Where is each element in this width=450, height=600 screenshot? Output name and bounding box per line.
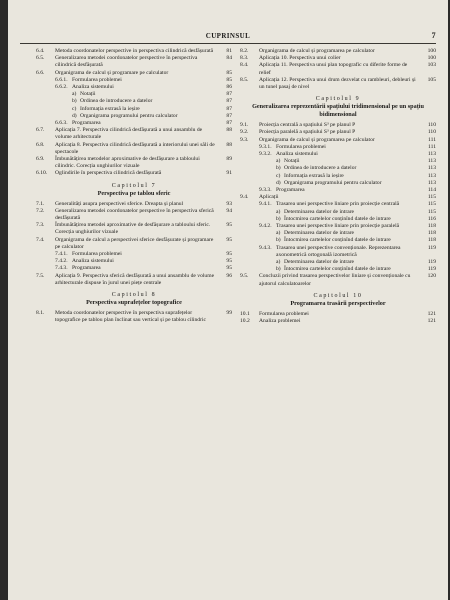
entry-title: Trasarea unei perspective liniare prin proiecție centrală (276, 201, 400, 208)
entry-number: c) (72, 105, 77, 112)
entry-number: 7.5. (36, 272, 45, 279)
entry-page: 99 (226, 310, 232, 317)
chapter-heading (240, 292, 436, 308)
chapter-title: Programarea trasării perspectivelor (290, 299, 386, 307)
entry-number: 7.4.1. (55, 251, 68, 258)
toc-entry (36, 91, 232, 98)
toc-entry (36, 237, 232, 251)
entry-title: Informația extrasă la ieșire (284, 172, 344, 179)
chapter-label: Capitolul 10 (313, 292, 363, 299)
entry-title: Notații (80, 91, 96, 98)
toc-entry (240, 245, 436, 259)
entry-number: 9.5. (240, 273, 249, 280)
entry-number: b) (72, 98, 77, 105)
entry-page: 105 (427, 76, 436, 83)
entry-title: Generalizarea metodei coordonatelor perspective în perspectiva cilindrică desfășurată (55, 55, 198, 69)
entry-number: a) (72, 91, 77, 98)
entry-number: 7.4.3. (55, 265, 68, 272)
entry-title: Întocmirea cartelelor conținînd datele de intrare (284, 215, 391, 222)
entry-title: Organigrama programului pentru calculator (80, 112, 178, 119)
entry-page: 111 (428, 136, 436, 143)
entry-number: 7.4.2. (55, 258, 68, 265)
entry-title: Ordinea de introducere a datelor (284, 165, 357, 172)
entry-title: Aplicația 7. Perspectiva cilindrică desfășurată a unui ansamblu de volume arhitecturale (55, 127, 203, 141)
chapter-title: Perspectiva suprafețelor topografice (86, 299, 182, 307)
entry-title: Aplicația 8. Perspectiva cilindrică desfășurată a interiorului unei săli de spectacole (55, 141, 215, 155)
entry-page: 110 (427, 129, 436, 136)
entry-number: 10.1 (240, 310, 250, 317)
entry-page: 113 (427, 179, 436, 186)
entry-page: 116 (427, 215, 436, 222)
toc-entry (36, 113, 232, 120)
entry-number: 7.4. (36, 236, 45, 243)
header-title: CUPRINSUL (205, 32, 251, 40)
entry-number: 6.6.1. (55, 76, 68, 83)
toc-entry (36, 273, 232, 287)
toc-entry (240, 209, 436, 216)
entry-number: 9.1. (240, 122, 249, 129)
entry-page: 95 (226, 258, 232, 265)
entry-title: Programarea (276, 187, 305, 194)
entry-page: 110 (427, 122, 436, 129)
entry-title: Organigrama de calcul și programarea pe calculator (259, 136, 375, 143)
entry-page: 113 (427, 151, 436, 158)
chapter-title: Generalizarea reprezentării spațiului tridimensional pe un spațiu bidimensional (252, 103, 424, 119)
toc-entry (36, 77, 232, 84)
toc-entry (36, 265, 232, 272)
entry-page: 100 (427, 48, 436, 54)
entry-number: 8.2. (240, 48, 249, 54)
entry-page: 96 (226, 272, 232, 279)
entry-page: 118 (427, 223, 436, 230)
entry-title: Aplicația 12. Perspectiva unui drum dezvelat cu rambleuri, debleuri și un tunel pasaj de nivel (259, 76, 416, 91)
entry-page: 91 (226, 170, 232, 177)
toc-entry (240, 173, 436, 180)
entry-title: Întocmirea cartelelor conținînd datele de intrare (284, 266, 391, 273)
entry-title: Determinarea datelor de intrare (284, 259, 355, 266)
toc-entry (240, 311, 436, 318)
entry-page: 103 (427, 62, 436, 69)
chapter-heading (36, 291, 232, 307)
entry-title: Formularea problemei (72, 251, 122, 258)
entry-title: Proiecția centrală a spațiului S³ pe planul P (259, 122, 356, 129)
entry-page: 87 (226, 98, 232, 105)
toc-entry (36, 70, 232, 77)
entry-title: Trasarea unei perspective convenționale. Reprezentarea axonometrică ortogonală izometrică (276, 244, 401, 258)
toc-entry (36, 201, 232, 208)
toc-entry (36, 170, 232, 177)
entry-page: 81 (226, 48, 232, 54)
toc-entry (240, 151, 436, 158)
entry-page: 85 (226, 69, 232, 76)
entry-title: Analiza problemei (259, 318, 301, 325)
entry-number: 8.4. (240, 62, 249, 69)
toc-entry (36, 222, 232, 236)
chapter-heading (240, 95, 436, 119)
toc-entry (36, 98, 232, 105)
entry-number: 8.5. (240, 76, 249, 83)
entry-page: 118 (427, 230, 436, 237)
toc-entry (240, 266, 436, 273)
entry-page: 88 (226, 127, 232, 134)
entry-title: Organigrama de calcul a perspectivei sferice desfășurate și programare pe calculator (55, 236, 214, 250)
entry-page: 114 (427, 187, 436, 194)
entry-number: 6.6.3. (55, 120, 68, 127)
entry-page: 113 (427, 172, 436, 179)
entry-title: Notații (284, 158, 300, 165)
entry-number: 9.4.1. (259, 201, 272, 208)
entry-title: Aplicația 11. Perspectiva unui plan topografic cu diferite forme de relief (259, 62, 408, 76)
entry-page: 95 (226, 236, 232, 243)
entry-page: 89 (226, 156, 232, 163)
entry-title: Organigrama programului pentru calculator (284, 179, 382, 186)
entry-page: 111 (428, 143, 436, 150)
entry-number: 9.2. (240, 129, 249, 136)
entry-page: 94 (226, 207, 232, 214)
toc-entry (240, 158, 436, 165)
entry-number: 9.4. (240, 194, 249, 201)
toc-entry (36, 127, 232, 141)
entry-page: 84 (226, 55, 232, 62)
book-page (8, 0, 448, 600)
entry-page: 119 (427, 266, 436, 273)
entry-number: a) (276, 230, 281, 237)
entry-page: 121 (427, 318, 436, 325)
entry-title: Generalități asupra perspectivei sferice. Dreapta și planul (55, 200, 184, 207)
toc-entry (240, 273, 436, 287)
entry-number: 7.1. (36, 200, 45, 207)
toc-entry (240, 180, 436, 187)
toc-entry (240, 216, 436, 223)
entry-number: 9.4.2. (259, 223, 272, 230)
page-number: 7 (431, 31, 436, 40)
entry-number: 6.7. (36, 127, 45, 134)
entry-title: Aplicația 10. Perspectiva unui colier (259, 55, 341, 62)
entry-number: b) (276, 266, 281, 273)
entry-title: Organigrama de calcul și programare pe calculator (55, 69, 169, 76)
entry-title: Oglindirile în perspectiva cilindrică desfășurată (55, 170, 162, 177)
entry-page: 85 (226, 76, 232, 83)
entry-title: Formularea problemei (276, 143, 326, 150)
entry-title: Întocmirea cartelelor conținînd datele de intrare (284, 237, 391, 244)
toc-entry (240, 129, 436, 136)
entry-page: 93 (226, 200, 232, 207)
running-header (20, 30, 436, 44)
entry-title: Organigrama de calcul și programarea pe calculator (259, 48, 375, 54)
toc-entry (240, 137, 436, 144)
entry-number: 6.6. (36, 69, 45, 76)
entry-page: 115 (427, 201, 436, 208)
toc-entry (36, 48, 232, 55)
entry-page: 120 (427, 273, 436, 280)
chapter-label: Capitolul 7 (111, 182, 157, 189)
entry-number: b) (276, 215, 281, 222)
entry-page: 119 (427, 259, 436, 266)
entry-title: Îmbunătățirea metodei aproximative de desfășurare a tabloului sferic. Corecția unghiurilor vizuale (55, 222, 211, 236)
entry-title: Generalizarea metodei coordonatelor perspective în perspectiva sferică desfășurată (55, 207, 214, 222)
entry-title: Proiecția paralelă a spațiului S³ pe planul P (259, 129, 356, 136)
entry-title: Metoda coordonatelor perspective in perspectiva cilindrică desfășurată (55, 48, 214, 54)
toc-entry (36, 106, 232, 113)
entry-number: 8.1. (36, 310, 45, 317)
entry-title: Formularea problemei (259, 310, 309, 317)
entry-number: 9.3.3. (259, 187, 272, 194)
entry-number: 10.2 (240, 318, 250, 325)
toc-entry (36, 208, 232, 222)
toc-entry (36, 310, 232, 324)
entry-title: Analiza sistemului (72, 258, 114, 265)
entry-number: a) (276, 259, 281, 266)
entry-page: 95 (226, 222, 232, 229)
entry-title: Formularea problemei (72, 76, 122, 83)
entry-page: 100 (427, 55, 436, 62)
entry-number: a) (276, 158, 281, 165)
entry-title: Analiza sistemului (276, 151, 318, 158)
entry-number: 9.3.1. (259, 143, 272, 150)
toc-entry (240, 201, 436, 208)
entry-number: 6.9. (36, 156, 45, 163)
entry-page: 113 (427, 158, 436, 165)
toc-entry (240, 77, 436, 91)
toc-entry (240, 144, 436, 151)
entry-page: 95 (226, 251, 232, 258)
chapter-label: Capitolul 9 (315, 96, 361, 103)
toc-entry (240, 122, 436, 129)
entry-number: 6.6.2. (55, 84, 68, 91)
entry-title: Analiza sistemului (72, 84, 114, 91)
toc-entry (240, 48, 436, 55)
entry-number: 6.10. (36, 170, 48, 177)
chapter-heading (36, 182, 232, 198)
toc-entry (240, 194, 436, 201)
toc-entry (240, 187, 436, 194)
entry-number: a) (276, 208, 281, 215)
entry-page: 86 (226, 84, 232, 91)
entry-number: 9.3. (240, 136, 249, 143)
entry-page: 115 (427, 194, 436, 201)
entry-number: 9.3.2. (259, 151, 272, 158)
entry-title: Aplicația 9. Perspectiva sferică desfășurată a unui ansamblu de volume arhitecturale dispuse în jurul unei piețe centrale (55, 272, 215, 286)
toc-entry (240, 237, 436, 244)
toc-entry (36, 142, 232, 156)
entry-page: 95 (226, 265, 232, 272)
entry-title: Îmbunătățirea metodelor aproximative de desfășurare a tabloului cilindric. Corecția unghiurilor vizuale (55, 156, 200, 170)
chapter-title: Perspectiva pe tablou sferic (97, 189, 171, 197)
toc-entry (240, 165, 436, 172)
entry-number: 7.2. (36, 207, 45, 214)
entry-title: Determinarea datelor de intrare (284, 230, 355, 237)
toc-entry (36, 55, 232, 69)
entry-number: 6.5. (36, 55, 45, 62)
entry-title: Informația extrasă la ieșire (80, 105, 140, 112)
entry-number: 6.8. (36, 141, 45, 148)
entry-page: 119 (427, 244, 436, 251)
entry-page: 88 (226, 141, 232, 148)
entry-number: 9.4.3. (259, 244, 272, 251)
entry-page: 121 (427, 310, 436, 317)
entry-page: 115 (427, 208, 436, 215)
entry-title: Programarea (72, 265, 101, 272)
toc-entry (240, 318, 436, 325)
entry-number: b) (276, 237, 281, 244)
chapter-label: Capitolul 8 (111, 292, 157, 299)
entry-title: Programarea (72, 120, 101, 127)
entry-number: d) (72, 112, 77, 119)
entry-page: 87 (226, 91, 232, 98)
entry-number: 8.3. (240, 55, 249, 62)
entry-page: 118 (427, 237, 436, 244)
entry-number: 7.3. (36, 222, 45, 229)
toc-left-column (36, 48, 232, 325)
toc-entry (240, 223, 436, 230)
entry-number: c) (276, 172, 281, 179)
toc-entry (240, 62, 436, 76)
entry-number: d) (276, 179, 281, 186)
entry-title: Trasarea unei perspective liniare prin proiecție paralelă (276, 223, 400, 230)
toc-entry (36, 156, 232, 170)
entry-number: b) (276, 165, 281, 172)
entry-page: 87 (226, 112, 232, 119)
entry-title: Determinarea datelor de intrare (284, 208, 355, 215)
toc-right-column (240, 48, 436, 325)
entry-title: Concluzii privind trasarea perspectivelor liniare și convenționale cu ajutorul calculatoarelor (259, 273, 411, 287)
entry-page: 87 (226, 120, 232, 127)
toc-entry (36, 258, 232, 265)
toc-entry (36, 251, 232, 258)
entry-page: 113 (427, 165, 436, 172)
entry-page: 87 (226, 105, 232, 112)
entry-title: Aplicații (259, 194, 279, 201)
entry-number: 6.4. (36, 48, 45, 54)
entry-title: Ordinea de introducere a datelor (80, 98, 153, 105)
toc-entry (36, 84, 232, 91)
entry-title: Metoda coordonatelor perspective în perspectiva suprafețelor topografice pe tablou plan înclinat sau vertical și pe tablou cilindric (55, 310, 206, 324)
